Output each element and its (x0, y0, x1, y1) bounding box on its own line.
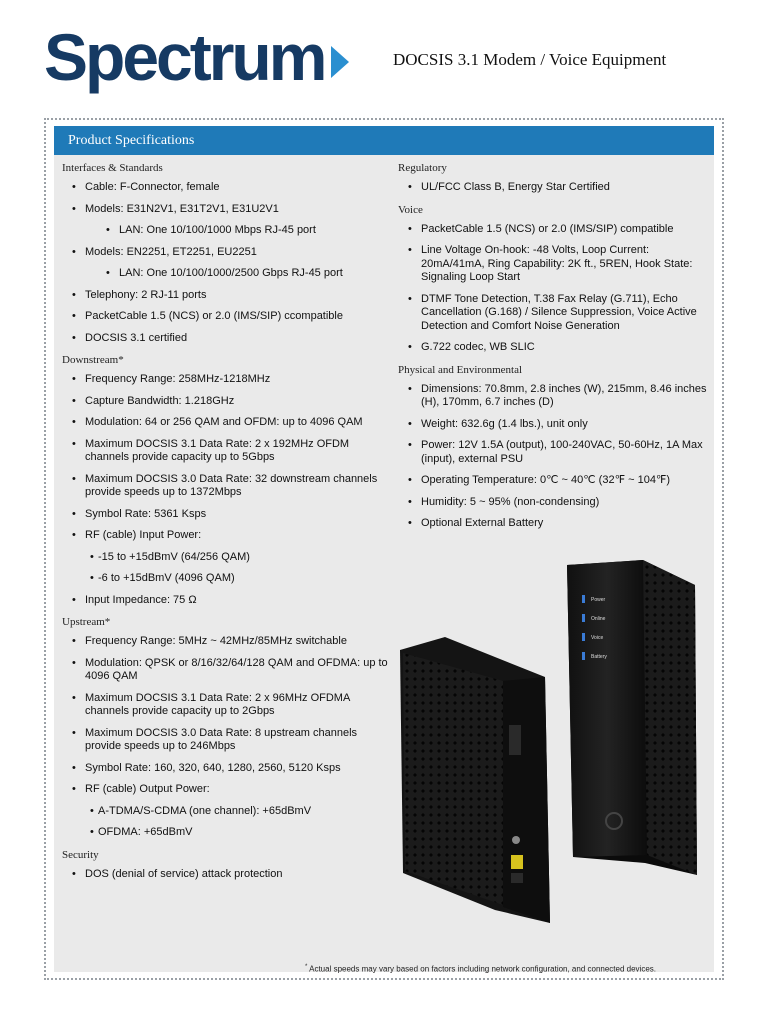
led-label: Power (591, 597, 606, 603)
led-label: Voice (591, 635, 604, 641)
list-item: • Operating Temperature: 0℃ ~ 40℃ (32℉ ~ 104℉) (398, 474, 710, 488)
list-item: • Cable: F-Connector, female (62, 181, 392, 195)
section-security-heading: Security (62, 848, 99, 861)
upstream-list (62, 635, 392, 840)
list-item: • Modulation: QPSK or 8/16/32/64/128 QAM and OFDMA: up to 4096 QAM (62, 657, 392, 684)
list-item: • Symbol Rate: 5361 Ksps (62, 508, 392, 522)
list-item: • A-TDMA/S-CDMA (one channel): +65dBmV (62, 805, 392, 819)
downstream-list (62, 373, 392, 607)
list-item: • G.722 codec, WB SLIC (398, 341, 710, 355)
phone-port-icon (509, 725, 521, 755)
modem-product-image (395, 555, 707, 927)
ethernet-port-icon (511, 855, 523, 869)
interfaces-list (62, 181, 392, 345)
list-item: • RF (cable) Input Power: (62, 529, 392, 543)
list-item: • Weight: 632.6g (1.4 lbs.), unit only (398, 418, 710, 432)
voice-list (398, 223, 710, 355)
list-item: • Maximum DOCSIS 3.1 Data Rate: 2 x 96MHz OFDMA channels provide capacity up to 2Gbps (62, 692, 392, 719)
footnote: * Actual speeds may vary based on factors including network configuration, and connected devices. (305, 964, 656, 974)
section-interfaces-heading: Interfaces & Standards (62, 162, 163, 174)
list-item: • Frequency Range: 5MHz ~ 42MHz/85MHz switchable (62, 635, 392, 649)
list-item: • Humidity: 5 ~ 95% (non-condensing) (398, 496, 710, 510)
section-regulatory-heading: Regulatory (398, 162, 447, 174)
list-item: • RF (cable) Output Power: (62, 783, 392, 797)
list-item: • LAN: One 10/100/1000/2500 Gbps RJ-45 port (62, 267, 392, 281)
list-item: • DOS (denial of service) attack protection (62, 868, 392, 882)
section-voice-heading: Voice (398, 203, 423, 216)
list-item: • -6 to +15dBmV (4096 QAM) (62, 572, 392, 586)
list-item: • Maximum DOCSIS 3.0 Data Rate: 32 downstream channels provide speeds up to 1372Mbps (62, 473, 392, 500)
section-downstream-heading: Downstream* (62, 354, 124, 366)
list-item: • Line Voltage On-hook: -48 Volts, Loop Current: 20mA/41mA, Ring Capability: 2K ft., 5REN, Hook State: Signaling Loop Start (398, 244, 710, 285)
footnote-text: Actual speeds may vary based on factors including network configuration, and connected devices. (309, 964, 656, 974)
list-item: • PacketCable 1.5 (NCS) or 2.0 (IMS/SIP) ccompatible (62, 310, 392, 324)
right-column (398, 161, 710, 539)
list-item: • Capture Bandwidth: 1.218GHz (62, 395, 392, 409)
list-item: • Power: 12V 1.5A (output), 100-240VAC, 50-60Hz, 1A Max (input), external PSU (398, 439, 710, 466)
led-label: Battery (591, 654, 607, 660)
list-item: • Modulation: 64 or 256 QAM and OFDM: up to 4096 QAM (62, 416, 392, 430)
list-item: • Models: EN2251, ET2251, EU2251 (62, 246, 392, 260)
list-item: • PacketCable 1.5 (NCS) or 2.0 (IMS/SIP) compatible (398, 223, 710, 237)
list-item: • OFDMA: +65dBmV (62, 826, 392, 840)
list-item: • Symbol Rate: 160, 320, 640, 1280, 2560, 5120 Ksps (62, 762, 392, 776)
regulatory-list (398, 181, 710, 195)
security-list (62, 868, 392, 882)
section-upstream-heading: Upstream* (62, 616, 111, 628)
led-label: Online (591, 616, 606, 622)
list-item: • -15 to +15dBmV (64/256 QAM) (62, 551, 392, 565)
list-item: • DOCSIS 3.1 certified (62, 332, 392, 346)
left-column (62, 161, 392, 889)
list-item: • LAN: One 10/100/1000 Mbps RJ-45 port (62, 224, 392, 238)
physical-list (398, 383, 710, 531)
list-item: • Maximum DOCSIS 3.0 Data Rate: 8 upstream channels provide speeds up to 246Mbps (62, 727, 392, 754)
list-item: • Input Impedance: 75 Ω (62, 594, 392, 608)
list-item: • Telephony: 2 RJ-11 ports (62, 289, 392, 303)
list-item: • Models: E31N2V1, E31T2V1, E31U2V1 (62, 203, 392, 217)
svg-text:Spectrum: Spectrum (44, 22, 325, 94)
list-item: • UL/FCC Class B, Energy Star Certified (398, 181, 710, 195)
list-item: • Maximum DOCSIS 3.1 Data Rate: 2 x 192MHz OFDM channels provide capacity up to 5Gbps (62, 438, 392, 465)
spectrum-logo (44, 22, 364, 102)
section-physical-heading: Physical and Environmental (398, 363, 523, 376)
list-item: • Optional External Battery (398, 517, 710, 531)
list-item: • Frequency Range: 258MHz-1218MHz (62, 373, 392, 387)
document-title: DOCSIS 3.1 Modem / Voice Equipment (393, 50, 667, 69)
list-item: • DTMF Tone Detection, T.38 Fax Relay (G.711), Echo Cancellation (G.168) / Silence Suppression, Voice Active Detection and Comfort Noise Generation (398, 293, 710, 334)
cable-connector-icon (512, 836, 520, 844)
panel-title: Product Specifications (54, 126, 714, 155)
list-item: • Dimensions: 70.8mm, 2.8 inches (W), 215mm, 8.46 inches (H), 170mm, 6.7 inches (D) (398, 383, 710, 410)
